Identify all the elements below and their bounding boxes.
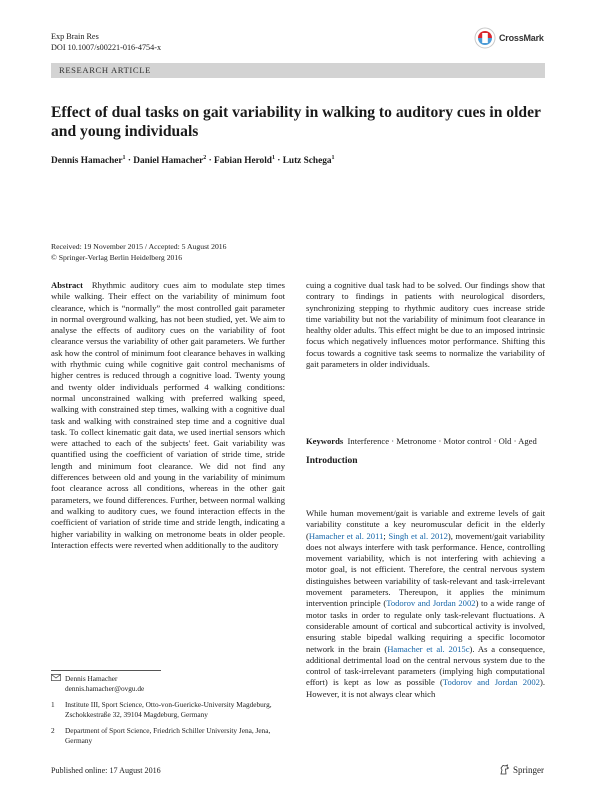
springer-label: Springer — [513, 764, 544, 775]
author-name[interactable]: Daniel Hamacher — [133, 156, 204, 167]
author-separator: · — [125, 156, 134, 167]
author-name[interactable]: Fabian Herold — [214, 156, 272, 167]
abstract-col2: cuing a cognitive dual task had to be solved. Our findings show that contrary to findings in patients with neurological disorders, synchronizing stepping to rhythmic auditory cues increase stride time variability but not the variability of minimum foot clearance in healthy older adults. This effect might be due to an imposed intrinsic focus which negatively influences motor performance. Shifting this focus towards a cognitive task seems to normalize the variability of gait parameters in older individuals. — [306, 280, 545, 370]
article-type: RESEARCH ARTICLE — [59, 65, 151, 75]
affiliation-2 — [51, 726, 285, 745]
affiliation-mark: 1 — [51, 700, 55, 709]
doi[interactable]: DOI 10.1007/s00221-016-4754-x — [51, 43, 162, 52]
crossmark-icon — [474, 27, 496, 49]
intro-text-run: ). As a consequence, additional detrimental load on the central nervous system due to the control of task-irrelevant parameters (implying high computational effort) is kept as low as possible ( — [306, 643, 545, 688]
article-type-bar — [51, 63, 545, 78]
author-affiliation-mark: 1 — [331, 155, 335, 161]
author-name[interactable]: Lutz Schega — [282, 156, 332, 167]
introduction-text — [306, 508, 545, 700]
abstract-col1 — [51, 280, 285, 551]
introduction-heading: Introduction — [306, 456, 358, 466]
author-separator: · — [274, 156, 283, 167]
citation-link[interactable]: Hamacher et al. 2011 — [308, 530, 384, 541]
affiliation-text: Institute III, Sport Science, Otto-von-Guericke-University Magdeburg, Zschokkestraße 32, 39104 Magdeburg, Germany — [65, 700, 272, 719]
envelope-icon — [51, 674, 65, 684]
keywords-label: Keywords — [306, 436, 344, 446]
citation-link[interactable]: Hamacher et al. 2015c — [387, 643, 470, 654]
citation-link[interactable]: Todorov and Jordan 2002 — [386, 598, 476, 609]
corresponding-author — [51, 674, 144, 693]
author-name[interactable]: Dennis Hamacher — [51, 156, 123, 167]
copyright: © Springer-Verlag Berlin Heidelberg 2016 — [51, 252, 183, 262]
author-separator: · — [206, 156, 215, 167]
affiliation-mark: 2 — [51, 726, 55, 735]
footnote-rule — [51, 670, 161, 671]
citation-link[interactable]: Todorov and Jordan 2002 — [442, 677, 540, 688]
author-affiliation-mark: 2 — [203, 155, 207, 161]
author-list — [51, 155, 335, 166]
affiliation-1 — [51, 700, 285, 719]
corresponding-email[interactable]: dennis.hamacher@ovgu.de — [65, 683, 145, 693]
abstract-label: Abstract — [51, 280, 83, 290]
intro-text-run: ), movement/gait variability does not always interfere with task performance. Hence, controlling movement variability, which is not interfering with achieving a motor goal, is not efficient. Therefore, the central nervous system distinguishes between variability of task-relevant and task-irrelevant movement parameters. Thereupon, it applies the minimum intervention principle ( — [306, 530, 545, 609]
springer-horse-icon — [499, 764, 510, 775]
journal-name: Exp Brain Res — [51, 32, 99, 41]
intro-text-run: ) to a wide range of motor tasks in order to regulate only task-relevant fluctuations. A considerable amount of cortical and subcortical activity is involved, ensuring stable bipedal walking requiring a specific locomotor network in the brain ( — [306, 598, 545, 654]
dates-block — [51, 242, 227, 263]
author-affiliation-mark: 1 — [122, 155, 126, 161]
crossmark-badge[interactable] — [474, 26, 554, 50]
corresponding-name: Dennis Hamacher — [65, 674, 118, 683]
received-accepted: Received: 19 November 2015 / Accepted: 5 August 2016 — [51, 242, 227, 251]
affiliation-text: Department of Sport Science, Friedrich Schiller University Jena, Jena, Germany — [65, 726, 271, 745]
paper-title: Effect of dual tasks on gait variability in walking to auditory cues in older and young individuals — [51, 104, 541, 140]
abstract-text-1: Rhythmic auditory cues aim to modulate step times while walking. Their effect on the variability of minimum foot clearance, which is “normally” the most controlled gait parameter in normal overground walking, has not been studied, yet. We aim to analyse the effects of auditory cues on the variability of foot clearance versus the variability of other gait parameters. We further ask how the control of minimum foot clearance behaves in walking with rhythmic cuing while cognitive gait control mechanisms of higher centres is reduced through a cognitive load. Twenty young and twenty older individuals performed 4 walking conditions: normal unconstrained walking with preferred walking speed, walking with constrained step times, walking with a cognitive dual task and walking with constrained step time and a cognitive dual task. To collect kinematic gait data, we used inertial sensors which were attached to each of the subjects' feet. Gait variability was quantified using the coefficient of variation of stride time, stride length and minimum foot clearance. We did not find any differences between old and young in the variability of minimum foot clearance across all conditions, whereas in the other gait parameters, we found differences. Further, between normal walking and walking to auditory cues, we found interaction effects in the coefficient of variation of stride time and stride length, indicating a higher variability in walking on metronome beats in older people. Interaction effects were reverted when additionally to the auditory — [51, 280, 286, 550]
intro-text-run: While human movement/gait is variable and extreme levels of gait variability constitute a key neuromuscular deficit in the elderly ( — [306, 508, 545, 541]
keywords-text: Interference · Metronome · Motor control · Old · Aged — [347, 436, 537, 446]
author-affiliation-mark: 1 — [271, 155, 275, 161]
crossmark-label: CrossMark — [499, 33, 544, 43]
intro-text-run: ). However, it is not always clear which — [306, 677, 545, 699]
published-online: Published online: 17 August 2016 — [51, 766, 161, 775]
keywords — [306, 435, 545, 447]
intro-text-run: ; — [383, 530, 389, 541]
citation-link[interactable]: Singh et al. 2012 — [388, 530, 448, 541]
springer-logo — [499, 764, 544, 775]
journal-header — [51, 31, 161, 53]
